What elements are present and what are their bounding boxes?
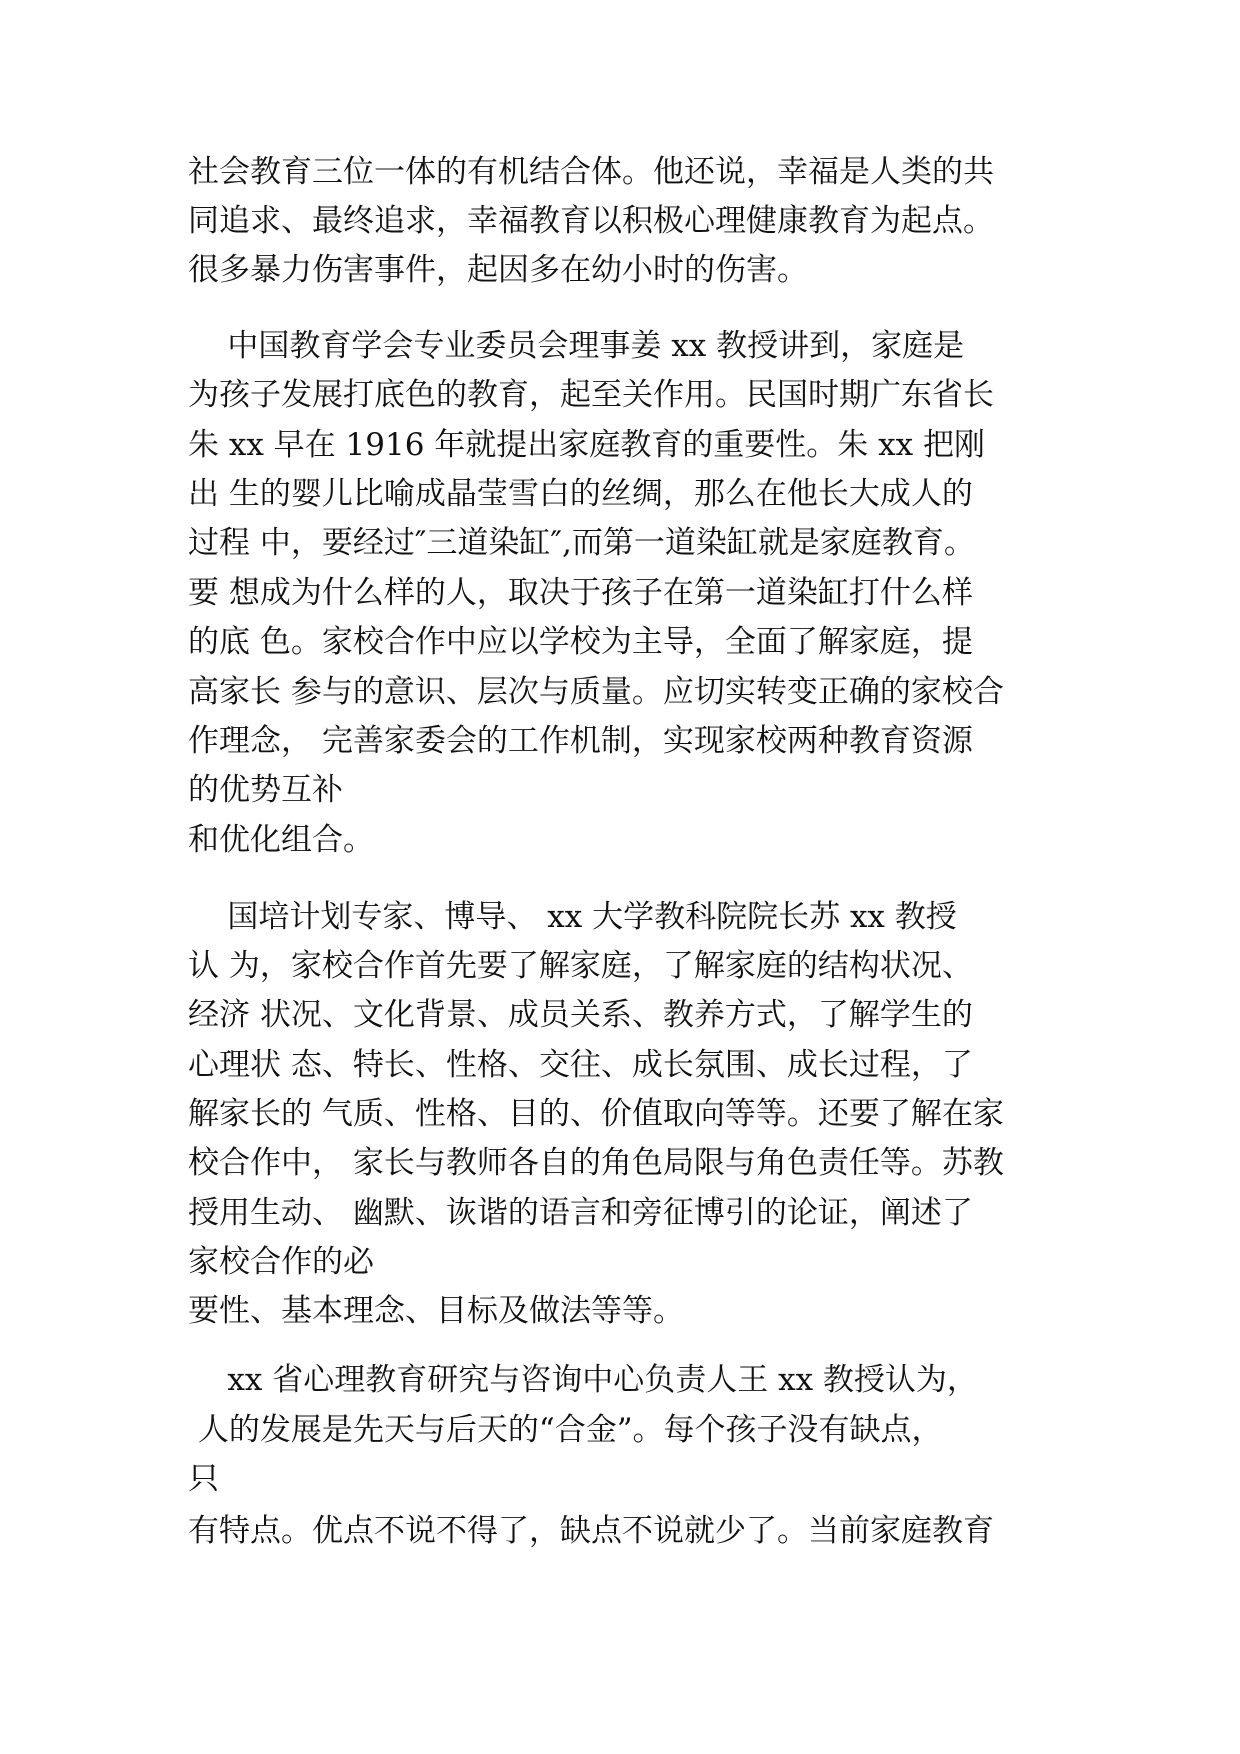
text-line: 社会教育三位一体的有机结合体。他还说，幸福是人类的共 [188, 154, 994, 190]
text-line: 要性、基本理念、目标及做法等等。 [188, 1293, 684, 1329]
text-line: 人的发展是先天与后天的“合金”。每个孩子没有缺点， [188, 1412, 943, 1448]
text-line: 解家长的 气质、性格、目的、价值取向等等。还要了解在家 [188, 1096, 1004, 1132]
text-line: 家校合作的必 [188, 1244, 374, 1280]
text-line: 经济 状况、文化背景、成员关系、教养方式，了解学生的 [188, 997, 973, 1033]
text-line: 要 想成为什么样的人，取决于孩子在第一道染缸打什么样 [188, 575, 973, 611]
text-line: 朱 xx 早在 1916 年就提出家庭教育的重要性。朱 xx 把刚 [188, 427, 985, 463]
text-line: 心理状 态、特长、性格、交往、成长氛围、成长过程，了 [188, 1047, 973, 1083]
text-line: 作理念， 完善家委会的工作机制，实现家校两种教育资源 [188, 723, 973, 759]
paragraph-start-line: xx 省心理教育研究与咨询中心负责人王 xx 教授认为， [188, 1362, 978, 1398]
text-line: 校合作中， 家长与教师各自的角色局限与角色责任等。苏教 [188, 1145, 1004, 1181]
text-line: 有特点。优点不说不得了，缺点不说就少了。当前家庭教育 [188, 1513, 994, 1549]
text-line: 的优势互补 [188, 772, 343, 808]
text-line: 很多暴力伤害事件，起因多在幼小时的伤害。 [188, 252, 808, 288]
text-line: 和优化组合。 [188, 822, 374, 858]
paragraph-start-line: 国培计划专家、博导、 xx 大学教科院院长苏 xx 教授 [188, 899, 957, 935]
text-line: 的底 色。家校合作中应以学校为主导，全面了解家庭，提 [188, 624, 973, 660]
paragraph-start-line: 中国教育学会专业委员会理事姜 xx 教授讲到，家庭是 [188, 328, 965, 364]
text-line: 只 [188, 1461, 219, 1497]
text-line: 出 生的婴儿比喻成晶莹雪白的丝绸，那么在他长大成人的 [188, 476, 973, 512]
text-line: 授用生动、 幽默、诙谐的语言和旁征博引的论证，阐述了 [188, 1195, 973, 1231]
text-line: 过程 中，要经过″三道染缸″,而第一道染缸就是家庭教育。 [188, 525, 975, 561]
text-line: 同追求、最终追求，幸福教育以积极心理健康教育为起点。 [188, 203, 994, 239]
text-line: 认 为，家校合作首先要了解家庭，了解家庭的结构状况、 [188, 948, 973, 984]
text-line: 为孩子发展打底色的教育，起至关作用。民国时期广东省长 [188, 377, 994, 413]
text-line: 高家长 参与的意识、层次与质量。应切实转变正确的家校合 [188, 674, 1004, 710]
